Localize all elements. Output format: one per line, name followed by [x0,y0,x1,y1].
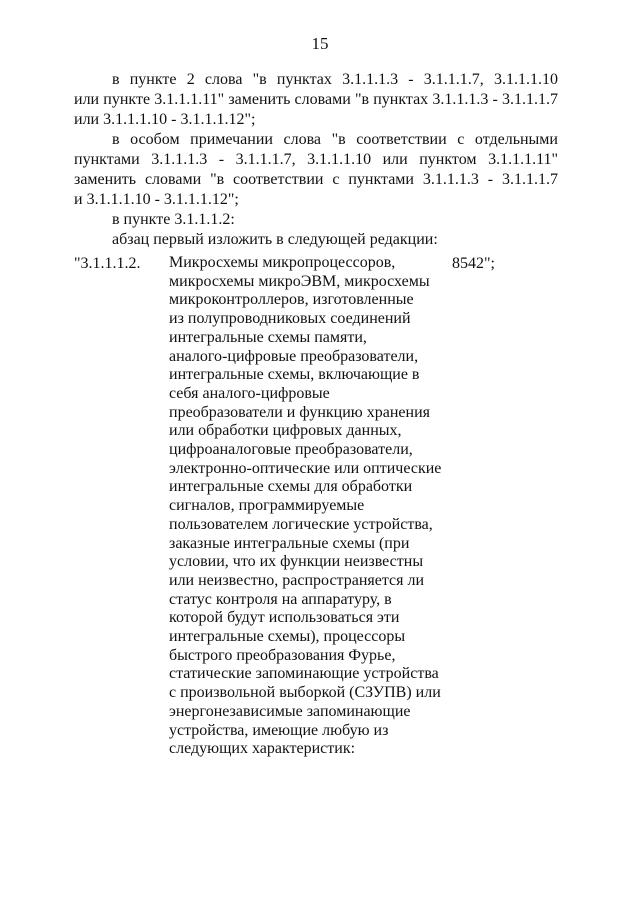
entry-description-line: энергонезависимые запоминающие [169,702,411,720]
paragraph-line: и 3.1.1.1.10 - 3.1.1.1.12"; [74,191,239,208]
entry-description-line: или неизвестно, распространяется ли [169,571,425,589]
entry-description-line: условии, что их функции неизвестны [169,553,424,571]
paragraph-line: в особом примечании слова "в соответствии с отдельными [112,131,558,148]
entry-description-line: заказные интегральные схемы (при [169,534,410,552]
paragraph-line: или пункте 3.1.1.1.11" заменить словами "в пунктах 3.1.1.1.3 - 3.1.1.1.7 [74,91,558,108]
entry-code: "3.1.1.1.2. [74,255,141,272]
entry-description-line: сигналов, программируемые [169,497,365,515]
paragraph-line: абзац первый изложить в следующей редакции: [112,231,438,248]
entry-description-line: аналого-цифровые преобразователи, [169,347,419,365]
paragraph-line: заменить словами "в соответствии с пунктами 3.1.1.1.3 - 3.1.1.1.7 [74,171,558,188]
entry-description-line: микросхемы микроЭВМ, микросхемы [169,272,430,290]
entry-description-line: цифроаналоговые преобразователи, [169,441,413,459]
paragraph-line: в пункте 2 слова "в пунктах 3.1.1.1.3 - 3.1.1.1.7, 3.1.1.1.10 [112,71,558,88]
entry-description-line: с произвольной выборкой (СЗУПВ) или [169,684,441,702]
paragraph-line: в пункте 3.1.1.1.2: [112,211,235,228]
page-number: 15 [311,34,329,53]
entry-description-line: Микросхемы микропроцессоров, [169,254,396,271]
entry-description-line: статус контроля на аппаратуру, в [169,590,392,608]
entry-description-line: преобразователи и функцию хранения [169,403,430,421]
entry-description-line: электронно-оптические или оптические [169,459,442,477]
entry-description-line: или обработки цифровых данных, [169,422,402,440]
entry-description-line: следующих характеристик: [169,740,356,758]
paragraph-item-reference [74,210,558,230]
entry-hs-code: 8542"; [452,255,495,272]
entry-description-line: интегральные схемы, включающие в [169,366,420,384]
paragraph-amend-item-2 [74,70,558,130]
entry-description-line: интегральные схемы памяти, [169,328,367,346]
paragraph-line: или 3.1.1.1.10 - 3.1.1.1.12"; [74,111,256,128]
entry-description-line: из полупроводниковых соединений [169,310,411,328]
entry-description-line: быстрого преобразования Фурье, [169,646,396,664]
entry-description-line: статические запоминающие устройства [169,665,439,683]
entry-description-line: себя аналого-цифровые [169,384,330,402]
entry-description-line: которой будут использоваться эти [169,609,400,627]
paragraph-special-note [74,130,558,210]
paragraph-new-wording [74,230,558,250]
entry-description [169,254,441,759]
entry-description-line: микроконтроллеров, изготовленные [169,291,414,309]
entry-description-line: пользователем логические устройства, [169,515,433,533]
entry-description-line: интегральные схемы), процессоры [169,628,406,646]
entry-description-line: интегральные схемы для обработки [169,478,413,496]
paragraph-line: пунктами 3.1.1.1.3 - 3.1.1.1.7, 3.1.1.1.10 или пунктом 3.1.1.1.11" [74,151,558,168]
entry-description-line: устройства, имеющие любую из [169,721,389,739]
